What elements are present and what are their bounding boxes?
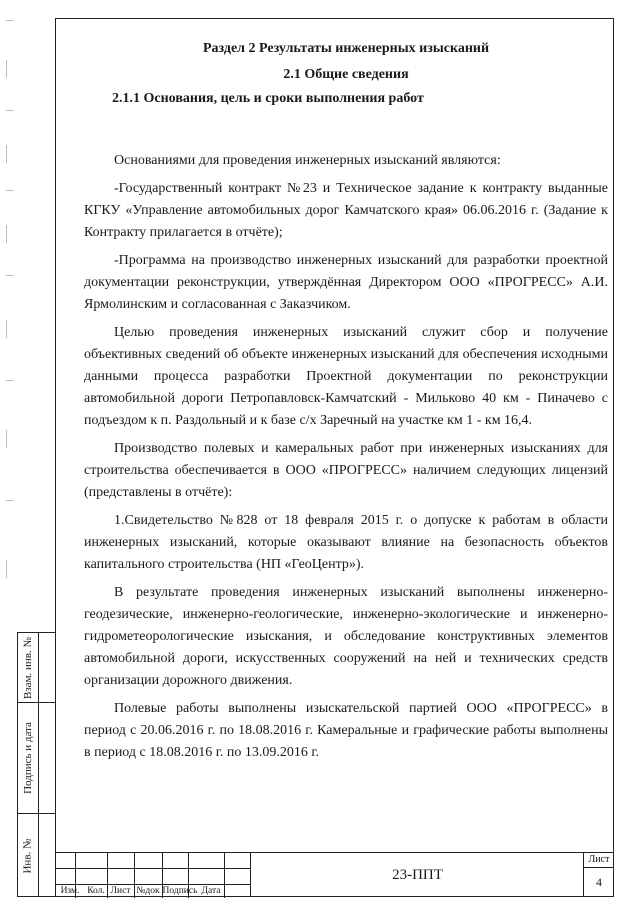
scan-mark	[6, 500, 14, 501]
scan-mark	[6, 110, 14, 111]
title-block	[55, 852, 614, 897]
inv-no-label: Инв. №	[22, 837, 34, 874]
scan-mark	[6, 20, 14, 21]
strip-divider	[38, 633, 39, 896]
col-header-izm: Изм.	[60, 886, 80, 896]
paragraph-results: В результате проведения инженерных изысканий выполнены инженерно-геодезические, инженерно-геологические, инженерно-экологические и инженерно-гидрометеорологические изыскания, и обследование конструктивных элементов автомобильной дороги, искусственных сооружений на ней и технических средств организации дорожного движения.	[84, 585, 608, 688]
scan-mark	[6, 190, 14, 191]
scan-mark	[6, 560, 7, 578]
paragraph-certificate: 1.Свидетельство №828 от 18 февраля 2015 г. о допуске к работам в области инженерных изысканий, которые оказывают влияние на безопасность объектов капитального строительства (НП «ГеоЦентр»).	[84, 513, 608, 572]
paragraph-grounds-intro: Основаниями для проведения инженерных изысканий являются:	[114, 153, 501, 168]
sheet-label: Лист	[584, 853, 614, 868]
side-stamp-strip	[17, 632, 55, 897]
paragraph-contract: -Государственный контракт №23 и Техническое задание к контракту выданные КГКУ «Управление автомобильных дорог Камчатского края» 06.06.2016 г. (Задание к Контракту прилагается в отчёте);	[84, 181, 608, 240]
table-rule	[55, 868, 250, 869]
scan-mark	[6, 275, 14, 276]
subsubsection-heading: 2.1.1 Основания, цель и сроки выполнения работ	[112, 91, 424, 106]
inv-no-label-cell	[18, 813, 38, 898]
paragraph-licenses: Производство полевых и камеральных работ при инженерных изысканиях для строительства обеспечивается в ООО «ПРОГРЕСС» наличием следующих лицензий (представлены в отчёте):	[84, 441, 608, 500]
col-header-signature: Подпись	[162, 886, 198, 896]
scan-mark	[6, 145, 7, 163]
scan-mark	[6, 430, 7, 448]
paragraph-dates: Полевые работы выполнены изыскательской партией ООО «ПРОГРЕСС» в период с 20.06.2016 г. по 18.08.2016 г. Камеральные и графические работы выполнены в период с 18.08.2016 г. по 13.09.2016 г.	[84, 701, 608, 760]
scan-mark	[6, 380, 14, 381]
section-heading: Раздел 2 Результаты инженерных изысканий	[202, 41, 490, 56]
table-rule	[224, 853, 225, 898]
subsection-heading: 2.1 Общие сведения	[283, 67, 409, 82]
col-header-list: Лист	[110, 886, 131, 896]
scan-mark	[6, 60, 7, 78]
scan-mark	[6, 225, 7, 243]
document-code-text: 23-ППТ	[392, 866, 443, 883]
signature-date-label: Подпись и дата	[22, 721, 34, 794]
sheet-number-text: 4	[596, 874, 602, 889]
sheet-number	[584, 867, 614, 897]
document-body	[84, 38, 608, 764]
scan-mark	[6, 320, 7, 338]
col-header-kol: Кол.	[87, 886, 105, 896]
paragraph-program: -Программа на производство инженерных изысканий для разработки проектной документации реконструкции, утверждённая Директором ООО «ПРОГРЕСС» А.И. Ярмолинским и согласованная с Заказчиком.	[84, 253, 608, 312]
vzam-inv-label-cell	[18, 633, 38, 702]
document-code	[250, 853, 584, 897]
vzam-inv-label: Взам. инв. №	[22, 636, 34, 699]
paragraph-purpose: Целью проведения инженерных изысканий служит сбор и получение объективных сведений об объекте инженерных изысканий для обеспечения исходными данными процесса разработки Проектной документации по реконструкции автомобильной дороги Петропавловск-Камчатский - Мильково 40 км - Пиначево с подъездом к п. Раздольный и к базе с/х Заречный на участке км 1 - км 16,4.	[84, 325, 608, 428]
signature-date-label-cell	[18, 702, 38, 813]
sheet-box	[583, 853, 614, 897]
col-header-date: Дата	[201, 886, 221, 896]
revision-table	[55, 853, 250, 898]
col-header-ndok: №док	[136, 886, 160, 896]
